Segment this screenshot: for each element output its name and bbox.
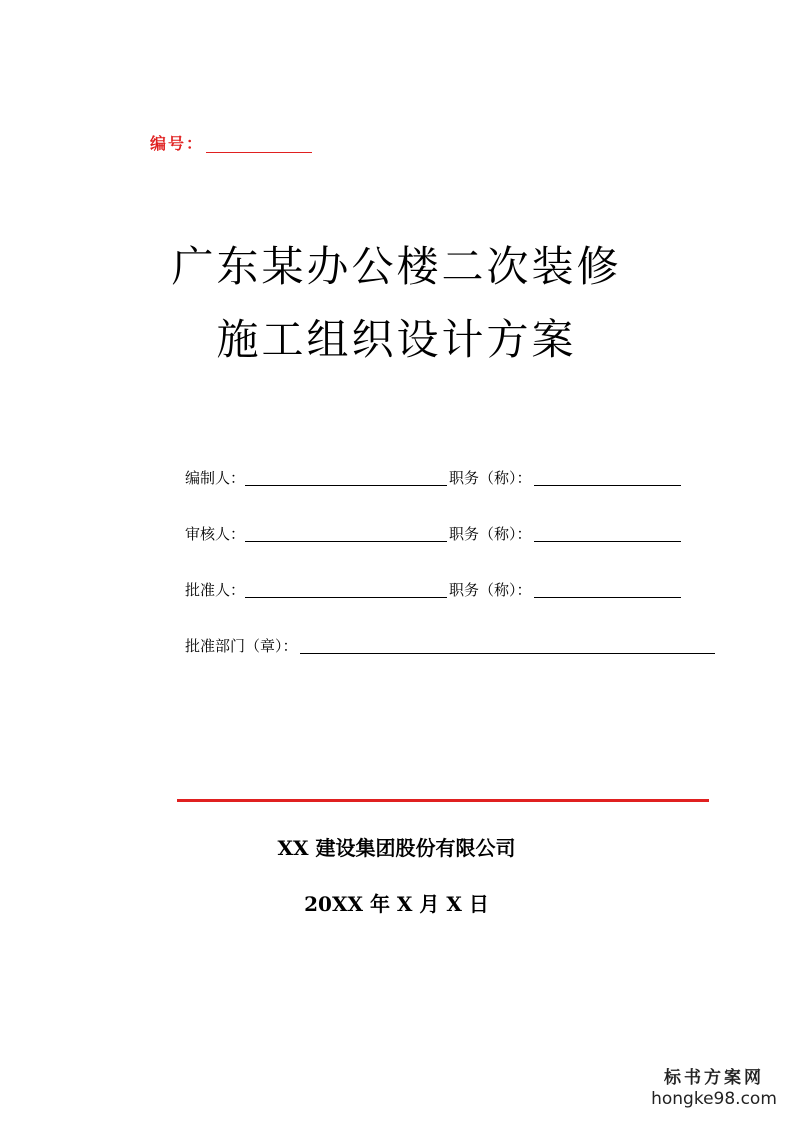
document-number-field [206, 152, 312, 153]
approval-department-label: 批准部门（章）： [185, 637, 298, 655]
site-watermark [649, 1068, 779, 1110]
document-number-label: 编号： [150, 134, 205, 153]
signature-row-department [185, 634, 715, 656]
watermark-en: hongke98.com [651, 1089, 777, 1109]
reviewed-title-field [534, 541, 681, 542]
prepared-by-label: 编制人： [185, 469, 246, 487]
signature-row-approved [185, 578, 715, 600]
prepared-by-field [245, 485, 447, 486]
signature-row-reviewed [185, 522, 715, 544]
company-name: XX 建设集团股份有限公司 [277, 836, 516, 860]
prepared-title-label: 职务（称）： [449, 469, 532, 487]
approved-title-label: 职务（称）： [449, 581, 532, 599]
document-number [150, 132, 312, 154]
red-divider [177, 799, 709, 802]
signature-row-prepared [185, 466, 715, 488]
approved-title-field [534, 597, 681, 598]
title-line-2: 施工组织设计方案 [216, 315, 577, 364]
reviewed-by-label: 审核人： [185, 525, 246, 543]
prepared-title-field [534, 485, 681, 486]
document-date: 20XX 年 X 月 X 日 [304, 892, 489, 916]
reviewed-title-label: 职务（称）： [449, 525, 532, 543]
reviewed-by-field [245, 541, 447, 542]
approved-by-label: 批准人： [185, 581, 246, 599]
approval-department-field [300, 653, 715, 654]
approved-by-field [245, 597, 447, 598]
watermark-cn: 标书方案网 [664, 1068, 764, 1088]
title-line-1: 广东某办公楼二次装修 [171, 242, 622, 291]
